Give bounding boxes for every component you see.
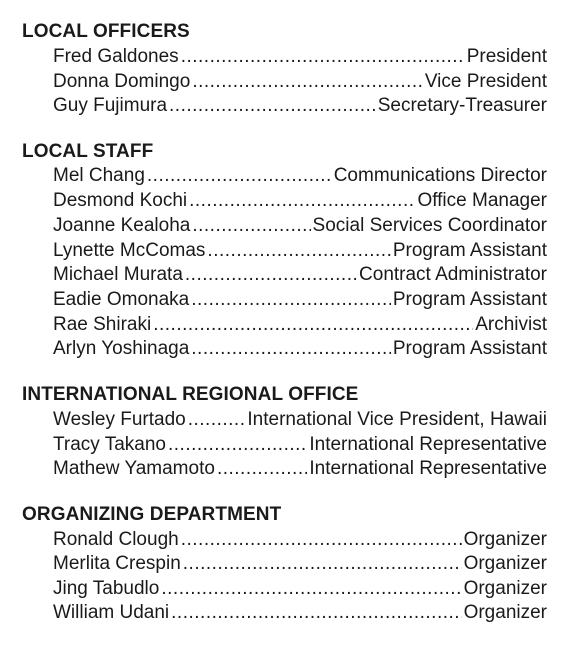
directory-entry [53,45,547,69]
dot-leader [189,189,415,213]
entry-name: Fred Galdones [53,46,179,67]
entry-name: Rae Shiraki [53,314,152,335]
section-title: INTERNATIONAL REGIONAL OFFICE [22,384,359,405]
dot-leader [192,70,423,94]
section-title: LOCAL STAFF [22,141,154,162]
directory-entry [53,577,547,601]
dot-leader [168,433,307,457]
dot-leader [192,214,310,238]
entry-name: Joanne Kealoha [53,215,191,236]
entry-role: Archivist [475,314,547,335]
entry-name: Wesley Furtado [53,409,186,430]
dot-leader [181,45,465,69]
directory-entry [53,313,547,337]
entry-role: Secretary-Treasurer [377,95,547,116]
directory-entry [53,457,547,481]
directory-entry [53,189,547,213]
entry-role: Organizer [463,529,547,550]
entry-name: Desmond Kochi [53,190,188,211]
entry-role: Program Assistant [392,289,547,310]
directory-entry [53,214,547,238]
directory-entry [53,70,547,94]
entry-role: Vice President [424,71,547,92]
entry-name: Mathew Yamamoto [53,458,215,479]
entry-role: International Representative [309,434,547,455]
section-title: ORGANIZING DEPARTMENT [22,504,282,525]
directory-entry [53,337,547,361]
entry-role: Program Assistant [392,240,547,261]
section-title: LOCAL OFFICERS [22,21,190,42]
entry-name: Guy Fujimura [53,95,168,116]
directory-entry [53,408,547,432]
entry-name: Michael Murata [53,264,183,285]
entry-role: Organizer [463,578,547,599]
dot-leader [207,239,390,263]
directory-entry [53,601,547,625]
directory-entry [53,528,547,552]
entry-name: Lynette McComas [53,240,206,261]
dot-leader [191,288,391,312]
dot-leader [171,601,461,625]
entry-name: Ronald Clough [53,529,179,550]
entry-role: International Vice President, Hawaii [247,409,547,430]
directory-entry [53,263,547,287]
entry-name: Donna Domingo [53,71,191,92]
entry-role: Organizer [463,553,547,574]
entry-role: International Representative [309,458,547,479]
dot-leader [181,528,462,552]
dot-leader [147,164,332,188]
directory-entry [53,552,547,576]
directory-entry [53,164,547,188]
dot-leader [161,577,461,601]
entry-name: Eadie Omonaka [53,289,190,310]
entry-role: Program Assistant [392,338,547,359]
dot-leader [169,94,376,118]
entry-role: Office Manager [417,190,547,211]
entry-role: Organizer [463,602,547,623]
dot-leader [217,457,307,481]
dot-leader [191,337,391,361]
entry-name: Jing Tabudlo [53,578,160,599]
dot-leader [185,263,357,287]
entry-name: Mel Chang [53,165,145,186]
entry-name: Tracy Takano [53,434,166,455]
directory-entry [53,239,547,263]
dot-leader [188,408,246,432]
entry-role: Contract Administrator [359,264,547,285]
directory-entry [53,288,547,312]
entry-role: President [466,46,547,67]
dot-leader [183,552,462,576]
entry-name: Arlyn Yoshinaga [53,338,190,359]
entry-name: William Udani [53,602,170,623]
dot-leader [153,313,473,337]
entry-role: Social Services Coordinator [312,215,547,236]
entry-name: Merlita Crespin [53,553,181,574]
directory-entry [53,433,547,457]
entry-role: Communications Director [333,165,547,186]
directory-entry [53,94,547,118]
